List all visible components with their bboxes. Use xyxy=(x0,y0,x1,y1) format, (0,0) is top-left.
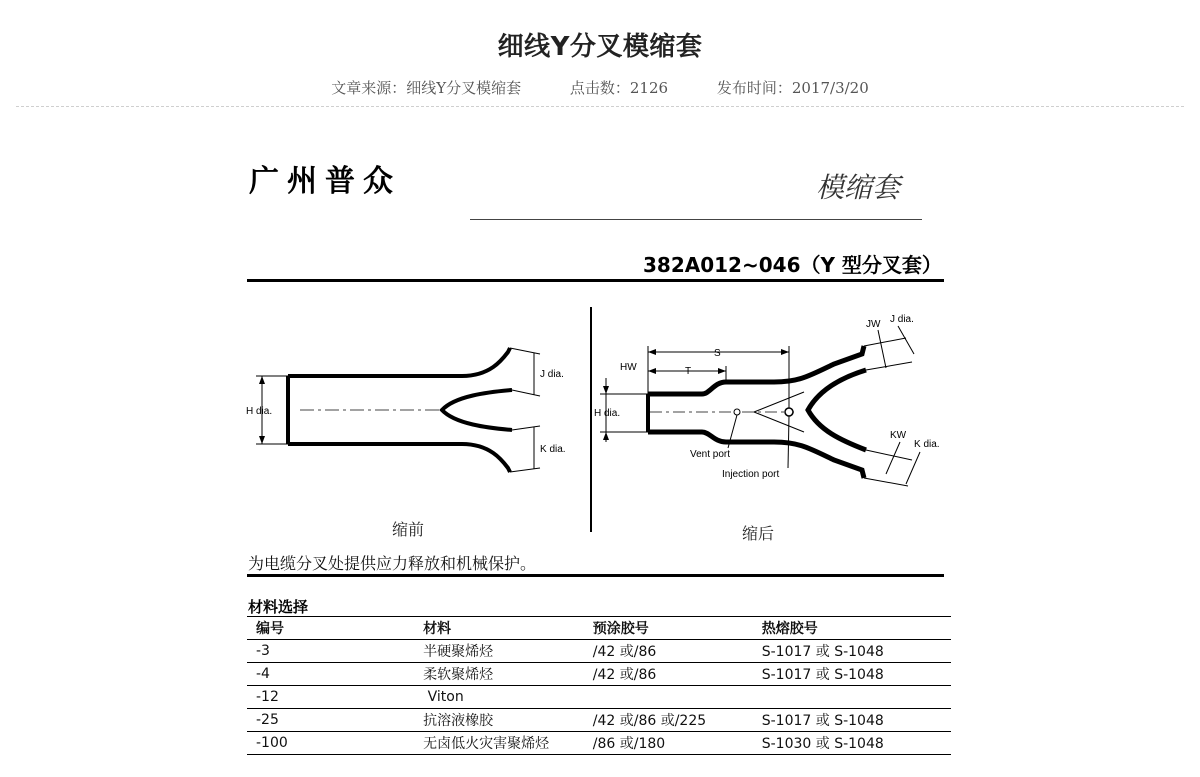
caption-after-shrink: 缩后 xyxy=(742,524,775,543)
table-row xyxy=(247,686,951,709)
diagram-after xyxy=(594,306,954,506)
table-cell: 柔软聚烯烃 xyxy=(414,663,584,686)
hw-arrow-top xyxy=(603,386,609,394)
t-label: T xyxy=(685,366,692,377)
h-dia-label-before: H dia. xyxy=(246,406,273,417)
table-row xyxy=(247,663,951,686)
table-cell: /42 或/86 xyxy=(584,663,753,686)
table-row xyxy=(247,640,951,663)
materials-heading: 材料选择 xyxy=(248,598,309,616)
materials-table xyxy=(247,616,951,755)
column-header: 编号 xyxy=(247,617,414,640)
injection-port-label: Injection port xyxy=(722,469,780,480)
t-arrow-right xyxy=(718,368,726,374)
caption-before-shrink: 缩前 xyxy=(392,520,425,539)
table-cell: /42 或/86 xyxy=(584,640,753,663)
cone-line-bottom xyxy=(754,412,804,432)
table-cell: -100 xyxy=(247,732,414,755)
k-dia-label-before: K dia. xyxy=(540,444,566,455)
table-cell: S-1017 或 S-1048 xyxy=(753,709,951,732)
vent-port xyxy=(734,409,740,415)
k-ext-1 xyxy=(512,426,540,430)
article-date: 发布时间：2017/3/20 xyxy=(716,79,869,97)
diagram-separator xyxy=(590,307,592,532)
h-dia-label-after: H dia. xyxy=(594,408,621,419)
table-cell: S-1017 或 S-1048 xyxy=(753,640,951,663)
h-arrow-bottom xyxy=(259,436,265,444)
injection-port xyxy=(785,408,793,416)
table-cell: -25 xyxy=(247,709,414,732)
hw-arrow-bottom xyxy=(603,432,609,440)
table-cell: -3 xyxy=(247,640,414,663)
table-cell: /42 或/86 或/225 xyxy=(584,709,753,732)
h-arrow-top xyxy=(259,376,265,384)
table-cell: 无卤低火灾害聚烯烃 xyxy=(414,732,584,755)
k-ext-after-2 xyxy=(864,478,908,486)
jw-label: JW xyxy=(866,319,881,330)
table-header-row xyxy=(247,617,951,640)
table-cell: -12 xyxy=(247,686,414,709)
table-cell: Viton xyxy=(414,686,584,709)
jw-leader-1 xyxy=(878,330,886,368)
article-title: 细线Y分叉模缩套 xyxy=(497,32,703,62)
j-ext-after-2 xyxy=(866,362,912,370)
table-cell: 抗溶液橡胶 xyxy=(414,709,584,732)
j-dia-label-before: J dia. xyxy=(540,369,564,380)
description-rule xyxy=(247,574,944,577)
crotch-before xyxy=(442,390,512,430)
kw-label: KW xyxy=(890,430,907,441)
table-row xyxy=(247,732,951,755)
product-description: 为电缆分叉处提供应力释放和机械保护。 xyxy=(248,554,537,573)
j-ext-2 xyxy=(512,390,540,396)
column-header: 预涂胶号 xyxy=(584,617,753,640)
j-dia-label-after: J dia. xyxy=(890,314,914,325)
vent-port-label: Vent port xyxy=(690,449,731,460)
crotch-after xyxy=(808,370,866,450)
injection-leader xyxy=(788,416,789,468)
s-label: S xyxy=(714,348,721,359)
table-cell: -4 xyxy=(247,663,414,686)
table-cell xyxy=(584,686,753,709)
table-cell: S-1030 或 S-1048 xyxy=(753,732,951,755)
table-cell: /86 或/180 xyxy=(584,732,753,755)
column-header: 材料 xyxy=(414,617,584,640)
company-name: 广州普众 xyxy=(249,164,401,199)
product-category: 模缩套 xyxy=(816,171,901,204)
column-header: 热熔胶号 xyxy=(753,617,951,640)
table-row xyxy=(247,709,951,732)
table-cell xyxy=(753,686,951,709)
model-rule xyxy=(247,279,944,282)
s-arrow-right xyxy=(781,349,789,355)
article-source: 文章来源：细线Y分叉模缩套 xyxy=(331,79,522,97)
s-arrow-left xyxy=(648,349,656,355)
article-hits: 点击数：2126 xyxy=(569,79,669,97)
header-rule xyxy=(470,219,922,220)
k-ext-after-1 xyxy=(866,450,912,460)
sleeve-outline-before xyxy=(288,348,510,472)
table-cell: 半硬聚烯烃 xyxy=(414,640,584,663)
j-ext-1 xyxy=(510,348,540,354)
hw-label: HW xyxy=(620,362,637,373)
k-dia-label-after: K dia. xyxy=(914,439,940,450)
table-cell: S-1017 或 S-1048 xyxy=(753,663,951,686)
kw-leader xyxy=(886,442,900,474)
model-number: 382A012~046（Y 型分叉套） xyxy=(643,253,942,277)
j-leader xyxy=(898,326,914,354)
diagram-before xyxy=(240,340,580,490)
t-arrow-left xyxy=(648,368,656,374)
j-ext-after-1 xyxy=(864,338,906,346)
k-leader xyxy=(906,452,920,484)
k-ext-2 xyxy=(510,468,540,472)
cone-line-top xyxy=(754,392,804,412)
